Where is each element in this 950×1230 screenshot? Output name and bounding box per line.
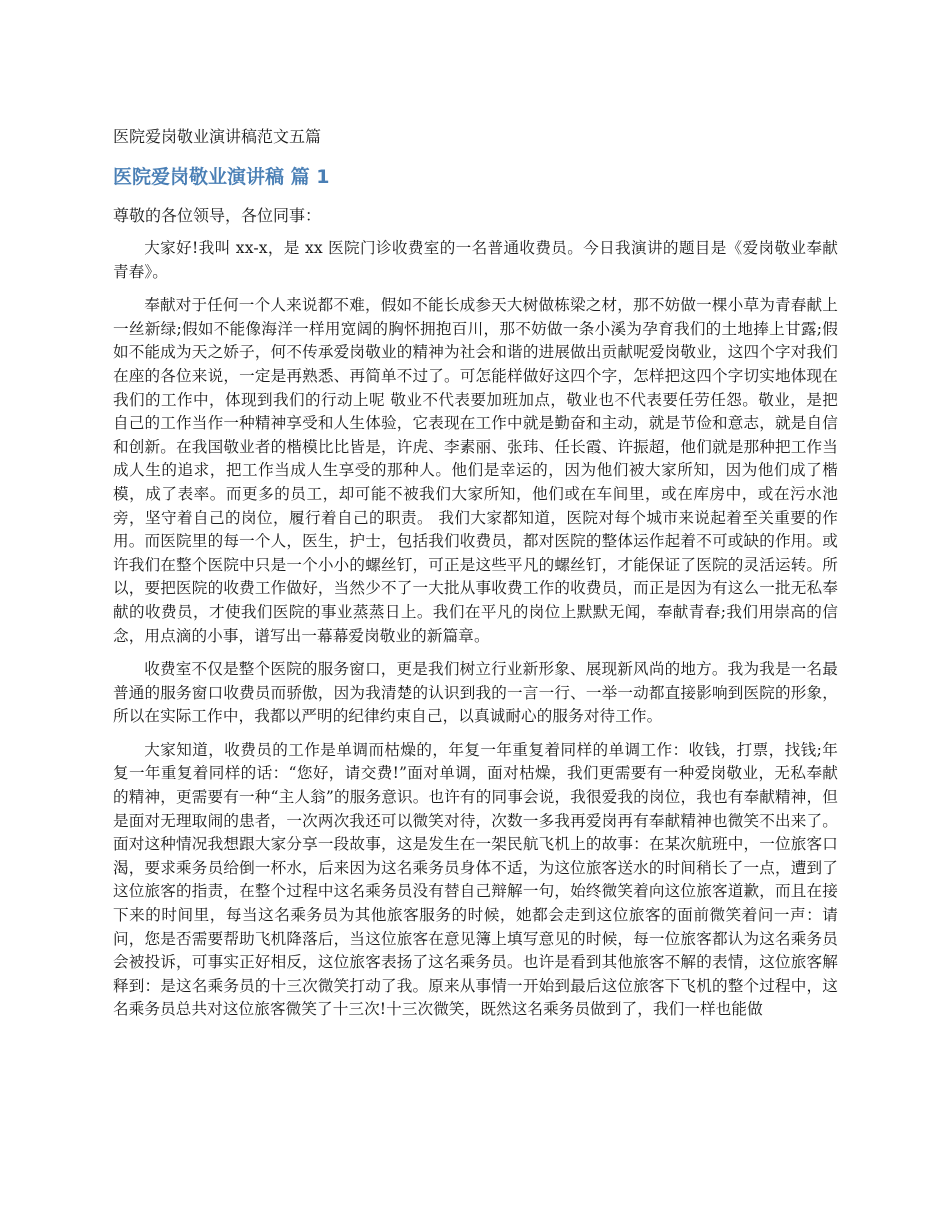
salutation: 尊敬的各位领导，各位同事： bbox=[113, 206, 322, 225]
paragraph-story: 大家知道，收费员的工作是单调而枯燥的，年复一年重复着同样的单调工作：收钱，打票，找钱;年复一年重复着同样的话：“您好，请交费!”面对单调，面对枯燥，我们更需要有一种爱岗敬业，无私奉献的精神，更需要有一种“主人翁”的服务意识。也许有的同事会说，我很爱我的岗位，我也有奉献精神，但是面对无理取闹的患者，一次两次我还可以微笑对待，次数一多我再爱岗再有奉献精神也微笑不出来了。面对这种情况我想跟大家分享一段故事，这是发生在一架民航飞机上的故事：在某次航班中，一位旅客口渴，要求乘务员给倒一杯水，后来因为这名乘务员身体不适，为这位旅客送水的时间稍长了一点，遭到了这位旅客的指责，在整个过程中这名乘务员没有替自己辩解一句，始终微笑着向这位旅客道歉，而且在接下来的时间里，每当这名乘务员为其他旅客服务的时候，她都会走到这位旅客的面前微笑着问一声：请问，您是否需要帮助飞机降落后，当这位旅客在意见簿上填写意见的时候，每一位旅客都认为这名乘务员会被投诉，可事实正好相反，这位旅客表扬了这名乘务员。也许是看到其他旅客不解的表情，这位旅客解释到：是这名乘务员的十三次微笑打动了我。原来从事情一开始到最后这位旅客下飞机的整个过程中，这名乘务员总共对这位旅客微笑了十三次!十三次微笑，既然这名乘务员做到了，我们一样也能做 bbox=[113, 740, 838, 1019]
paragraph-service-window: 收费室不仅是整个医院的服务窗口，更是我们树立行业新形象、展现新风尚的地方。我为我是一名最普通的服务窗口收费员而骄傲，因为我清楚的认识到我的一言一行、一举一动都直接影响到医院的形象，所以在实际工作中，我都以严明的纪律约束自己，以真诚耐心的服务对待工作。 bbox=[113, 660, 838, 726]
document-body bbox=[113, 237, 838, 1032]
paragraph-dedication: 奉献对于任何一个人来说都不难，假如不能长成参天大树做栋梁之材，那不妨做一棵小草为青春献上一丝新绿;假如不能像海洋一样用宽阔的胸怀拥抱百川，那不妨做一条小溪为孕育我们的土地捧上甘露;假如不能成为天之娇子，何不传承爱岗敬业的精神为社会和谐的进展做出贡献呢爱岗敬业，这四个字对我们在座的各位来说，一定是再熟悉、再简单不过了。可怎能样做好这四个字，怎样把这四个字切实地体现在我们的工作中，体现到我们的行动上呢 敬业不代表要加班加点，敬业也不代表要任劳任怨。敬业，是把自己的工作当作一种精神享受和人生体验，它表现在工作中就是勤奋和主动，就是节俭和意志，就是自信和创新。在我国敬业者的楷模比比皆是，许虎、李素丽、张玮、任长霞、许振超，他们就是那种把工作当成人生的追求，把工作当成人生享受的那种人。他们是幸运的，因为他们被大家所知，因为他们成了楷模，成了表率。而更多的员工，却可能不被我们大家所知，他们或在车间里，或在库房中，或在污水池旁，坚守着自己的岗位，履行着自己的职责。 我们大家都知道，医院对每个城市来说起着至关重要的作用。而医院里的每一个人，医生，护士，包括我们收费员，都对医院的整体运作起着不可或缺的作用。或许我们在整个医院中只是一个小小的螺丝钉，可正是这些平凡的螺丝钉，才能保证了医院的灵活运转。所以，要把医院的收费工作做好，当然少不了一大批从事收费工作的收费员，而正是因为有这么一批无私奉献的收费员，才使我们医院的事业蒸蒸日上。我们在平凡的岗位上默默无闻，奉献青春;我们用崇高的信念，用点滴的小事，谱写出一幕幕爱岗敬业的新篇章。 bbox=[113, 296, 838, 645]
paragraph-intro: 大家好!我叫 xx-x，是 xx 医院门诊收费室的一名普通收费员。今日我演讲的题目是《爱岗敬业奉献青春》。 bbox=[113, 239, 838, 281]
section-heading: 医院爱岗敬业演讲稿 篇 1 bbox=[113, 166, 330, 188]
document-title: 医院爱岗敬业演讲稿范文五篇 bbox=[113, 127, 322, 146]
